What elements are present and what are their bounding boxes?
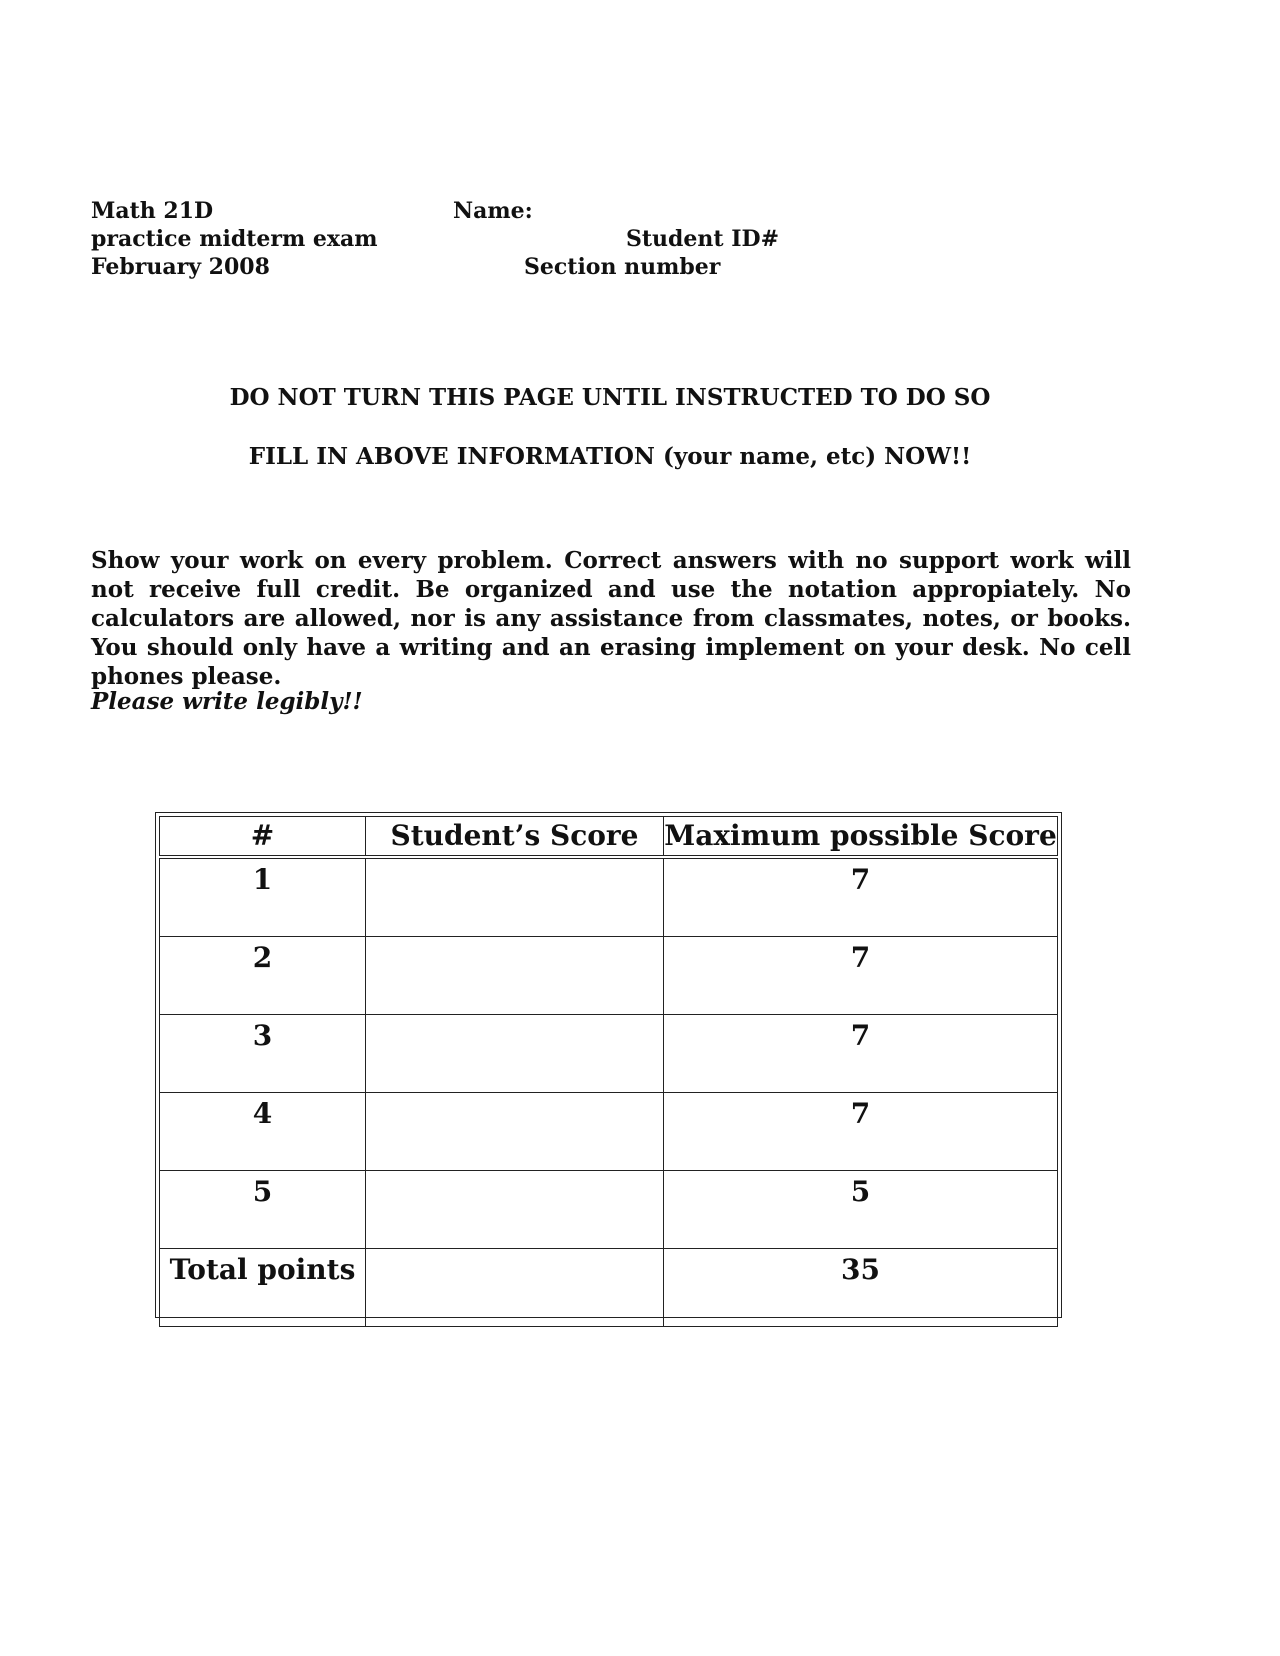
exam-date: February 2008 bbox=[91, 254, 270, 280]
max-score-cell: 7 bbox=[664, 1015, 1058, 1093]
table-row-total bbox=[160, 1249, 1058, 1327]
score-table bbox=[159, 816, 1058, 1327]
table-row bbox=[160, 1015, 1058, 1093]
total-points-label: Total points bbox=[160, 1249, 366, 1327]
student-id-label: Student ID# bbox=[626, 226, 780, 252]
student-score-cell[interactable] bbox=[366, 1093, 664, 1171]
exam-instructions: Show your work on every problem. Correct answers with no support work will not receive full credit. Be organized and use the notation appropiately. No calculators are allowed, nor is any assistance from classmates, notes, or books. You should only have a writing and an erasing implement on your desk. No cell phones please. bbox=[91, 547, 1131, 690]
table-row bbox=[160, 1171, 1058, 1249]
max-score-cell: 7 bbox=[664, 937, 1058, 1015]
problem-number: 3 bbox=[160, 1015, 366, 1093]
table-header-row bbox=[160, 817, 1058, 858]
student-score-cell[interactable] bbox=[366, 937, 664, 1015]
problem-number: 1 bbox=[160, 857, 366, 937]
exam-kind: practice midterm exam bbox=[91, 226, 378, 252]
student-score-cell[interactable] bbox=[366, 1171, 664, 1249]
problem-number: 5 bbox=[160, 1171, 366, 1249]
max-score-cell: 7 bbox=[664, 1093, 1058, 1171]
student-score-cell[interactable] bbox=[366, 857, 664, 937]
header-student-score: Student’s Score bbox=[366, 817, 664, 858]
legibly-note: Please write legibly!! bbox=[91, 688, 363, 715]
table-row bbox=[160, 857, 1058, 937]
course-title: Math 21D bbox=[91, 198, 214, 224]
table-row bbox=[160, 1093, 1058, 1171]
section-number-label: Section number bbox=[524, 254, 721, 280]
student-score-cell[interactable] bbox=[366, 1015, 664, 1093]
max-score-cell: 5 bbox=[664, 1171, 1058, 1249]
fill-in-notice: FILL IN ABOVE INFORMATION (your name, etc) NOW!! bbox=[248, 443, 972, 470]
problem-number: 4 bbox=[160, 1093, 366, 1171]
table-row bbox=[160, 937, 1058, 1015]
max-score-cell: 7 bbox=[664, 857, 1058, 937]
header-max-score: Maximum possible Score bbox=[664, 817, 1058, 858]
do-not-turn-notice: DO NOT TURN THIS PAGE UNTIL INSTRUCTED TO DO SO bbox=[229, 384, 991, 411]
header-problem-number: # bbox=[160, 817, 366, 858]
student-total-cell[interactable] bbox=[366, 1249, 664, 1327]
max-total-cell: 35 bbox=[664, 1249, 1058, 1327]
name-label: Name: bbox=[453, 198, 533, 224]
problem-number: 2 bbox=[160, 937, 366, 1015]
